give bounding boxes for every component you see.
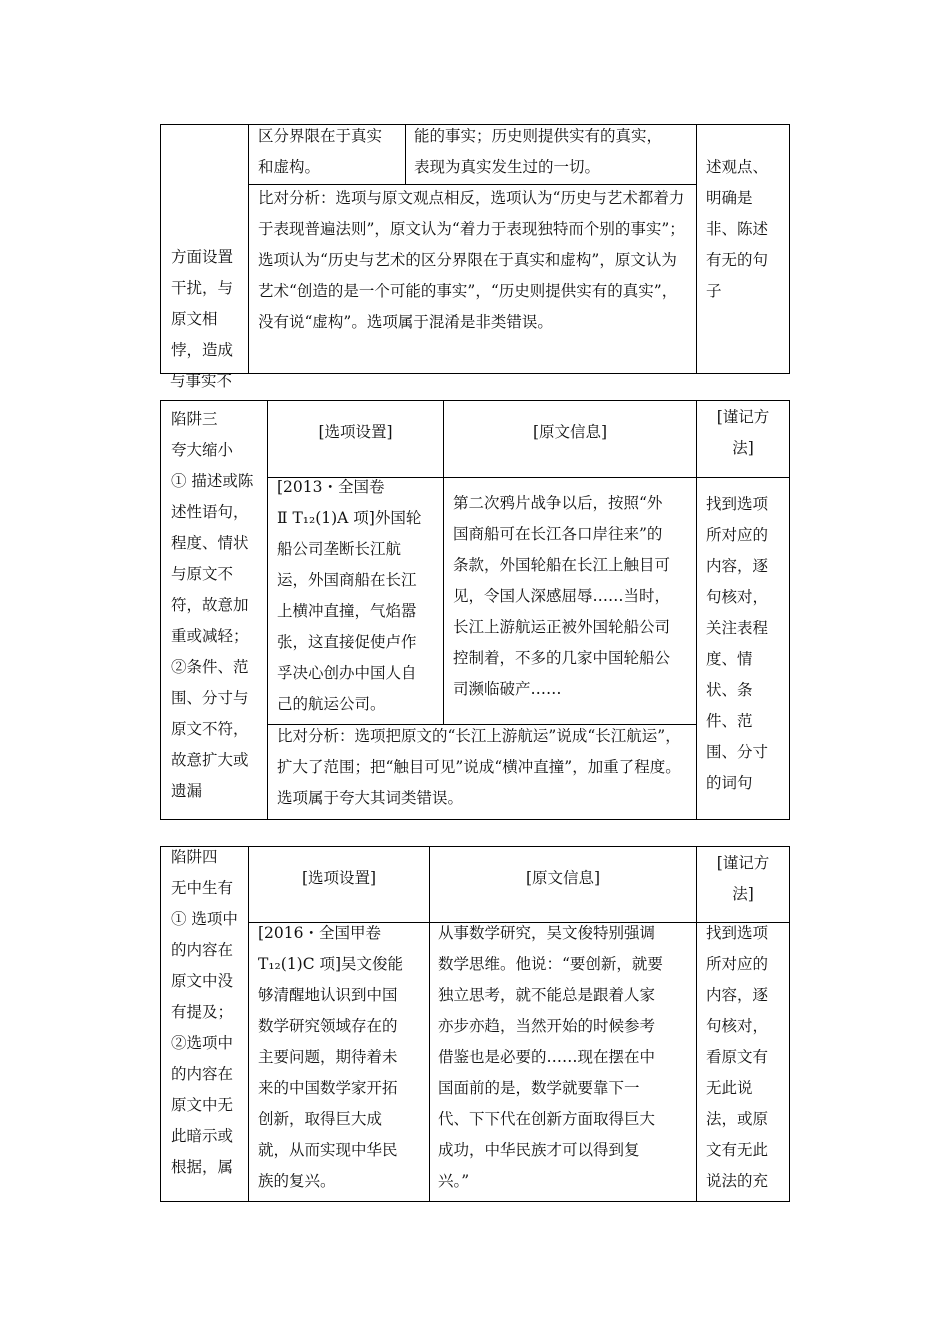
header-option-setting: [选项设置] <box>301 869 377 887</box>
trap-four-table <box>160 846 790 1202</box>
method-cell: 述观点、 明确是 非、陈述 有无的句 子 <box>706 158 769 300</box>
trap-three-description: 陷阱三 夸大缩小 ① 描述或陈 述性语句， 程度、情状 与原文不 符，故意加 重或减轻； ②条件、范 围、分寸与 原文不符， 故意扩大或 遗漏 <box>171 410 254 800</box>
option-setting-cell: 区分界限在于真实 和虚构。 <box>258 127 383 176</box>
source-info-cell: 第二次鸦片战争以后，按照“外 国商船可在长江各口岸往来”的 条款，外国轮船在长江上触目可 见，令国人深感屈辱……当时， 长江上游航运正被外国轮船公司 控制着，不多的几家中国轮船公 司濒临破产…… <box>453 494 671 698</box>
comparison-analysis-cell: 比对分析：选项把原文的“长江上游航运”说成“长江航运”，扩大了范围；把“触目可见”说成“横冲直撞”，加重了程度。选项属于夸大其词类错误。 <box>277 727 681 807</box>
trap-description-column: 方面设置 干扰，与 原文相 悖，造成 <box>171 248 234 359</box>
option-setting-cell: [2016・全国甲卷 T₁₂(1)C 项]吴文俊能 够清醒地认识到中国 数学研究领域存在的 主要问题，期待着未 来的中国数学家开拓 创新，取得巨大成 就，从而实现中华民 族的复兴。 <box>258 924 404 1190</box>
header-option-setting: [选项设置] <box>318 423 393 441</box>
trap-three-table <box>160 400 790 820</box>
header-source-info: [原文信息] <box>525 869 601 887</box>
overflow-text: 与事实不 <box>170 372 233 390</box>
table-continued <box>160 124 790 374</box>
option-setting-cell: [2013・全国卷 Ⅱ T₁₂(1)A 项]外国轮 船公司垄断长江航 运，外国商船在长江 上横冲直撞，气焰嚣 张，这直接促使卢作 孚决心创办中国人自 己的航运公司。 <box>277 478 422 713</box>
source-info-cell: 从事数学研究，吴文俊特别强调 数学思维。他说：“要创新，就要 独立思考，就不能总是跟着人家 亦步亦趋，当然开始的时候参考 借鉴也是必要的……现在摆在中 国面前的是，数学就要靠下一 代、下下代在创新方面取得巨大 成功，中华民族才可以得到复 兴。” <box>438 924 663 1190</box>
method-cell: 找到选项 所对应的 内容，逐 句核对， 看原文有 无此说 法，或原 文有无此 说法的充 <box>706 924 769 1190</box>
method-cell: 找到选项 所对应的 内容，逐 句核对， 关注表程 度、情 状、条 件、范 围、分寸 的词句 <box>706 495 769 792</box>
header-method: [谨记方 法] <box>716 854 770 903</box>
trap-four-description: 陷阱四 无中生有 ① 选项中 的内容在 原文中没 有提及； ②选项中 的内容在 原文中无 此暗示或 根据，属 <box>171 848 238 1176</box>
source-info-cell: 能的事实；历史则提供实有的真实， 表现为真实发生过的一切。 <box>414 127 663 176</box>
header-method: [谨记方 法] <box>716 408 770 457</box>
header-source-info: [原文信息] <box>532 423 608 441</box>
comparison-analysis-cell: 比对分析：选项与原文观点相反，选项认为“历史与艺术都着力于表现普遍法则”，原文认为“着力于表现独特而个别的事实”；选项认为“历史与艺术的区分界限在于真实和虚构”，原文认为艺术“创造的是一个可能的事实”，“历史则提供实有的真实”，没有说“虚构”。选项属于混淆是非类错误。 <box>258 189 685 331</box>
